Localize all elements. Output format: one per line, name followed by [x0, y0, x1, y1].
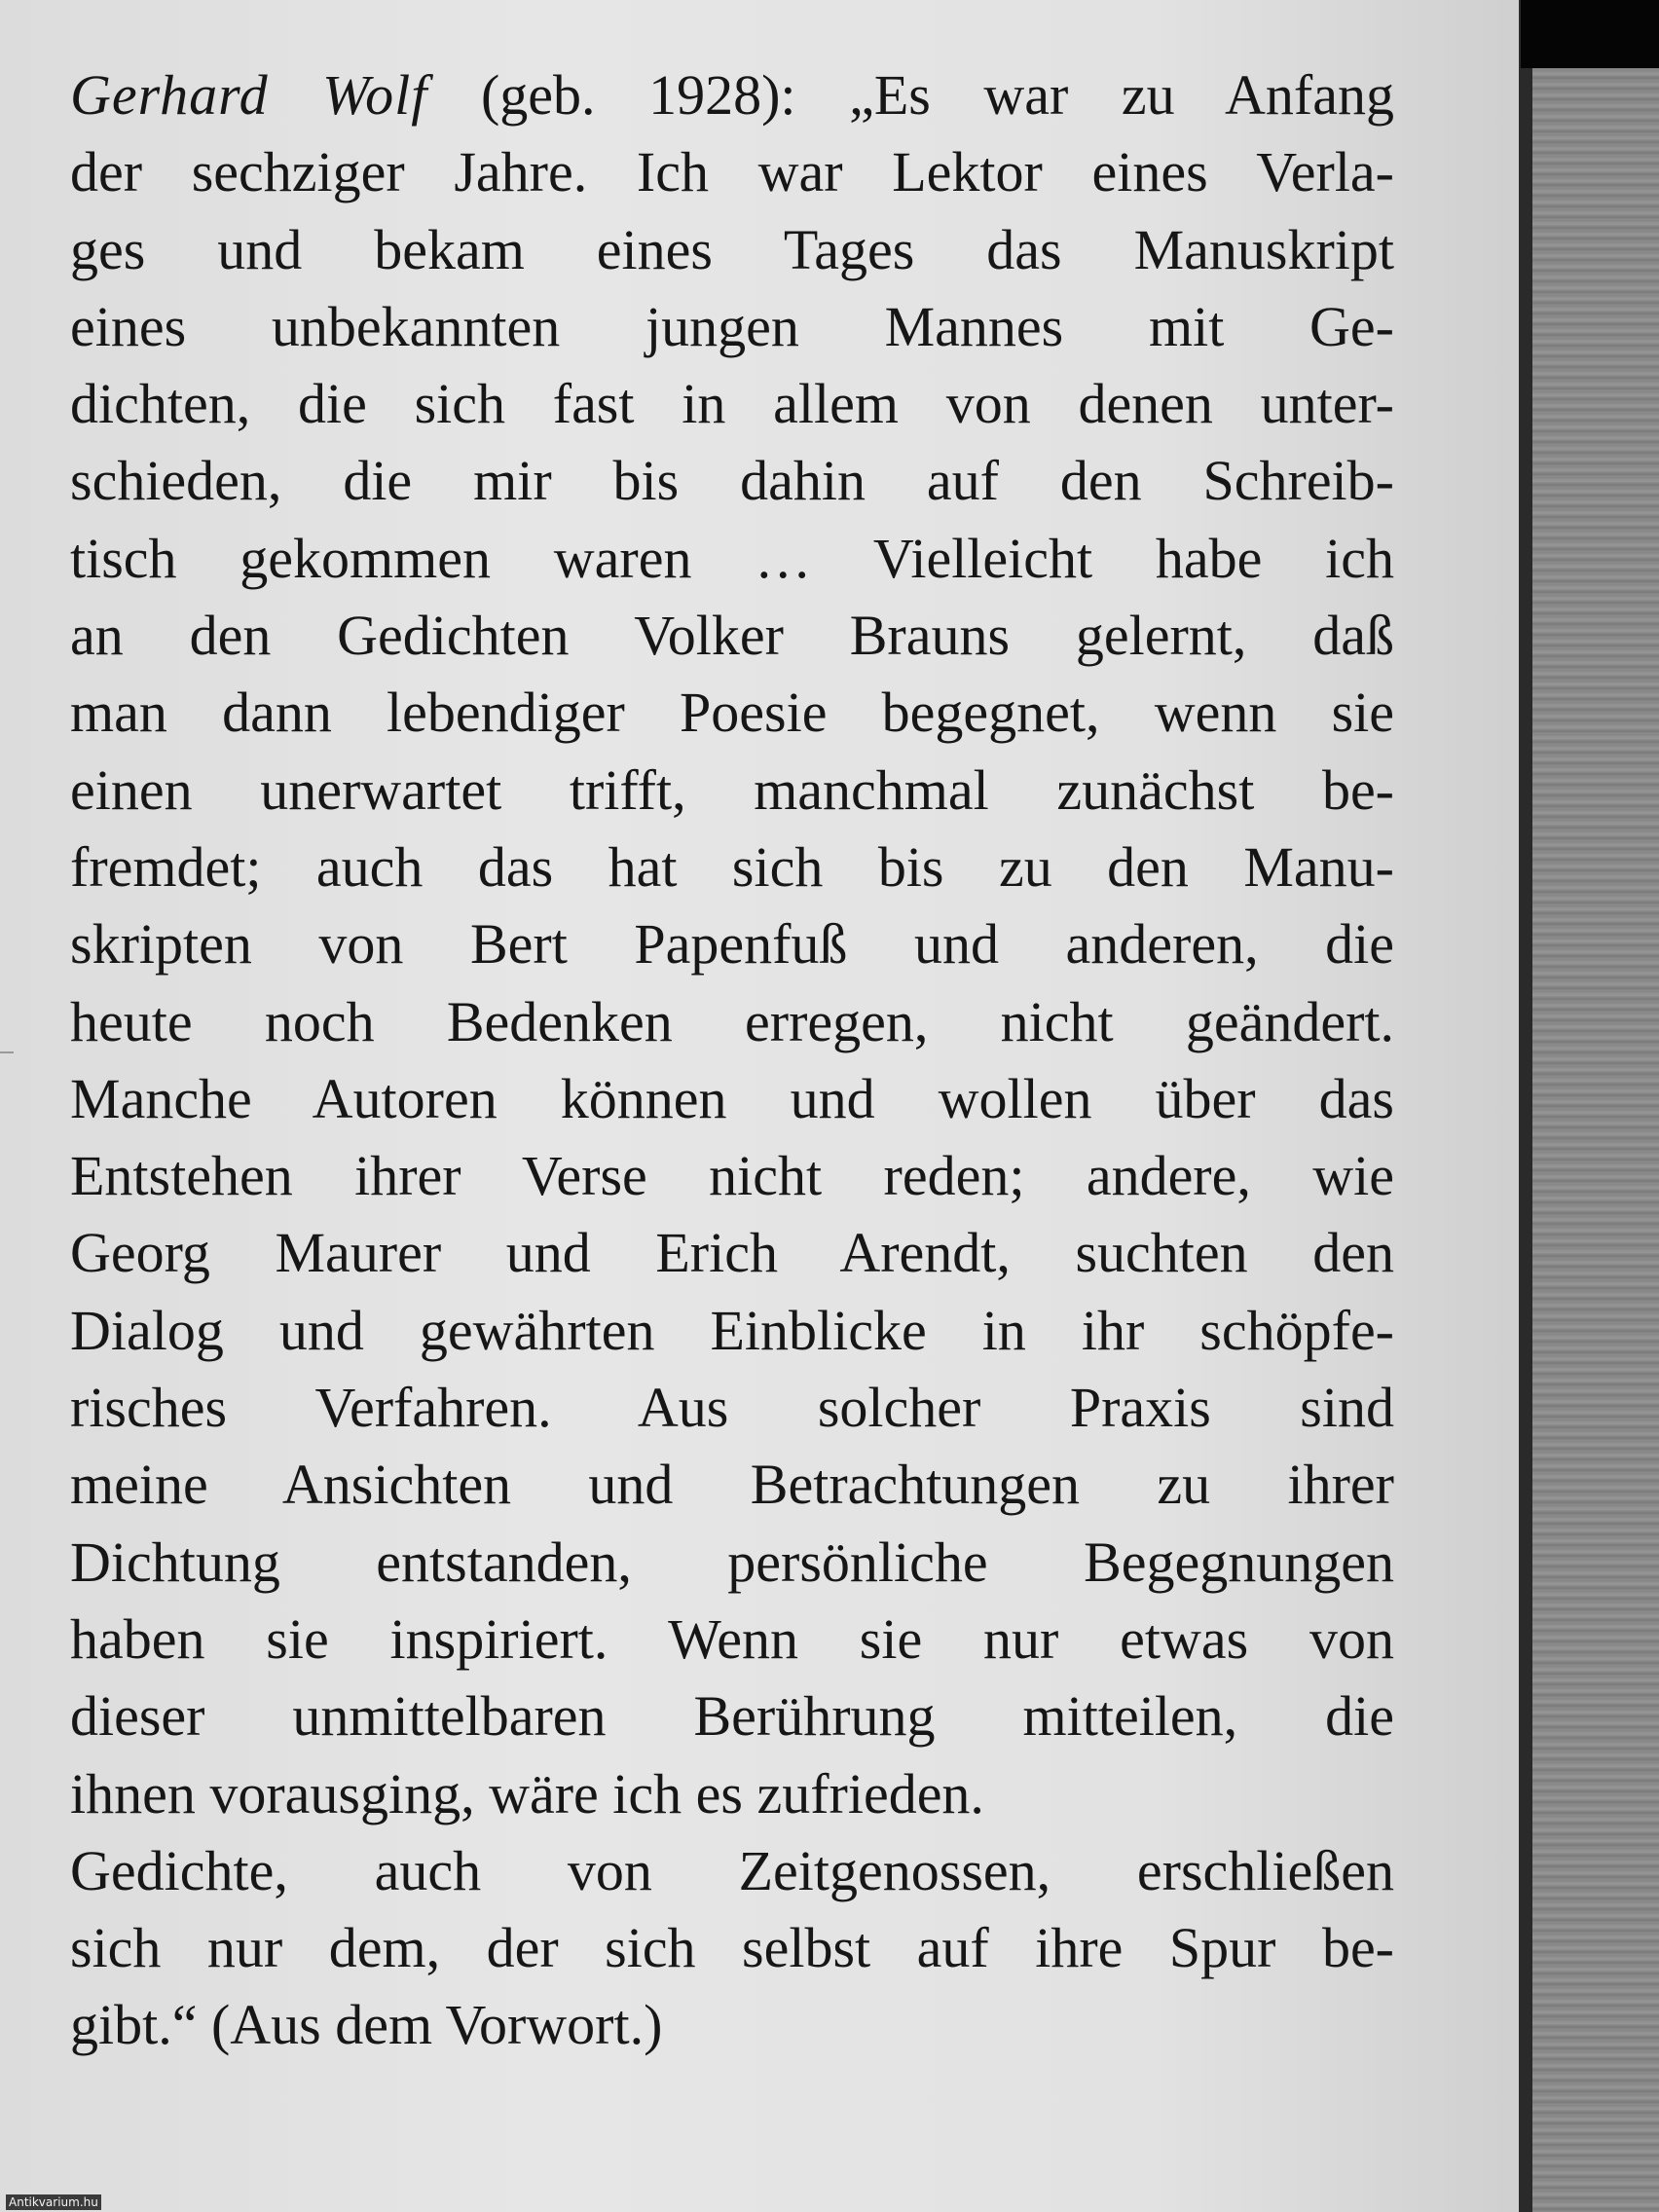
- author-name: Gerhard Wolf: [70, 63, 428, 127]
- text-line: risches Verfahren. Aus solcher Praxis sind: [70, 1376, 1394, 1440]
- text-line: der sechziger Jahre. Ich war Lektor eines Verla-: [70, 140, 1394, 204]
- margin-mark: [0, 1051, 14, 1053]
- dark-corner: [1521, 0, 1659, 68]
- text-line: Georg Maurer und Erich Arendt, suchten den: [70, 1221, 1394, 1285]
- text-line: gibt.“ (Aus dem Vorwort.): [70, 1993, 663, 2057]
- text-line: tisch gekommen waren … Vielleicht habe ich: [70, 526, 1394, 590]
- text-line: haben sie inspiriert. Wenn sie nur etwas von: [70, 1606, 1394, 1671]
- body-text: [70, 56, 1394, 2064]
- text-line: man dann lebendiger Poesie begegnet, wenn sie: [70, 681, 1394, 745]
- text-line: heute noch Bedenken erregen, nicht geändert.: [70, 989, 1394, 1053]
- text-line: an den Gedichten Volker Brauns gelernt, daß: [70, 604, 1394, 668]
- text-line: Entstehen ihrer Verse nicht reden; andere, wie: [70, 1144, 1394, 1208]
- text-line: einen unerwartet trifft, manchmal zunächst be-: [70, 757, 1394, 822]
- text-line: Gedichte, auch von Zeitgenossen, erschließen: [70, 1838, 1394, 1902]
- book-cover-edge: [1532, 0, 1659, 2212]
- text-line: [70, 56, 1394, 133]
- text-line: sich nur dem, der sich selbst auf ihre Spur be-: [70, 1916, 1394, 1980]
- site-watermark: Antikvarium.hu: [6, 2194, 101, 2210]
- page-edge: [1519, 0, 1532, 2212]
- text-line: ihnen vorausging, wäre ich es zufrieden.: [70, 1761, 984, 1825]
- text-line: schieden, die mir bis dahin auf den Schreib-: [70, 449, 1394, 513]
- text-line: meine Ansichten und Betrachtungen zu ihrer: [70, 1453, 1394, 1517]
- text-line-content: (geb. 1928): „Es war zu Anfang: [427, 63, 1394, 127]
- text-line: Dichtung entstanden, persönliche Begegnungen: [70, 1530, 1394, 1594]
- text-line: dieser unmittelbaren Berührung mitteilen, die: [70, 1684, 1394, 1749]
- text-line: dichten, die sich fast in allem von denen unter-: [70, 372, 1394, 436]
- text-line: Dialog und gewährten Einblicke in ihr schöpfe-: [70, 1298, 1394, 1362]
- text-line: Manche Autoren können und wollen über das: [70, 1066, 1394, 1130]
- text-line: eines unbekannten jungen Mannes mit Ge-: [70, 294, 1394, 358]
- text-line: ges und bekam eines Tages das Manuskript: [70, 217, 1394, 281]
- text-line: fremdet; auch das hat sich bis zu den Manu-: [70, 834, 1394, 899]
- text-line: skripten von Bert Papenfuß und anderen, die: [70, 912, 1394, 977]
